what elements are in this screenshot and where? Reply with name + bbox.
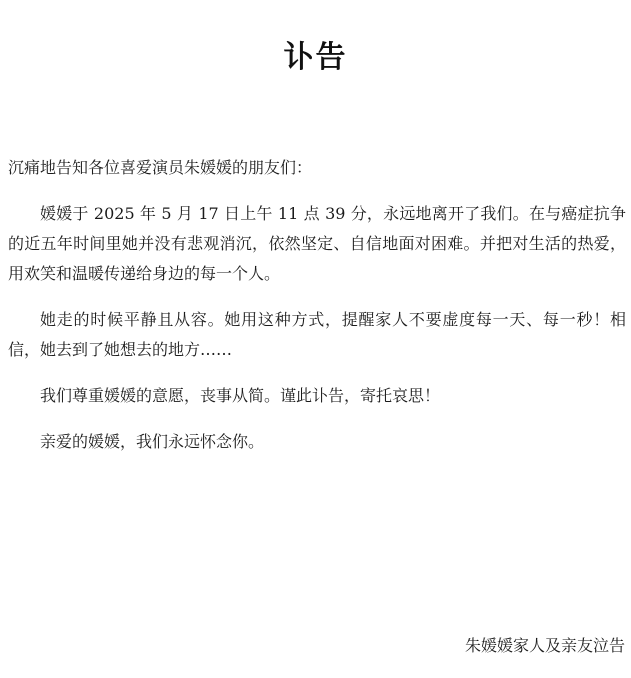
- notice-title: 讣告: [283, 40, 348, 75]
- notice-paragraph: 媛媛于 2025 年 5 月 17 日上午 11 点 39 分，永远地离开了我们。在与癌症抗争的近五年时间里她并没有悲观消沉，依然坚定、自信地面对困难。并把对生活的热爱，用欢笑和温暖传递给身边的每一个人。: [8, 204, 626, 283]
- notice-greeting: 沉痛地告知各位喜爱演员朱媛媛的朋友们：: [8, 158, 313, 177]
- notice-signature: 朱媛媛家人及亲友泣告: [464, 636, 625, 655]
- notice-paragraph: 她走的时候平静且从容。她用这种方式，提醒家人不要虚度每一天、每一秒！相信，她去到了她想去的地方……: [8, 310, 626, 359]
- notice-paragraph: 亲爱的媛媛，我们永远怀念你。: [40, 432, 265, 451]
- notice-paragraph: 我们尊重媛媛的意愿，丧事从简。谨此讣告，寄托哀思！: [40, 386, 441, 405]
- notice-body: [8, 153, 626, 473]
